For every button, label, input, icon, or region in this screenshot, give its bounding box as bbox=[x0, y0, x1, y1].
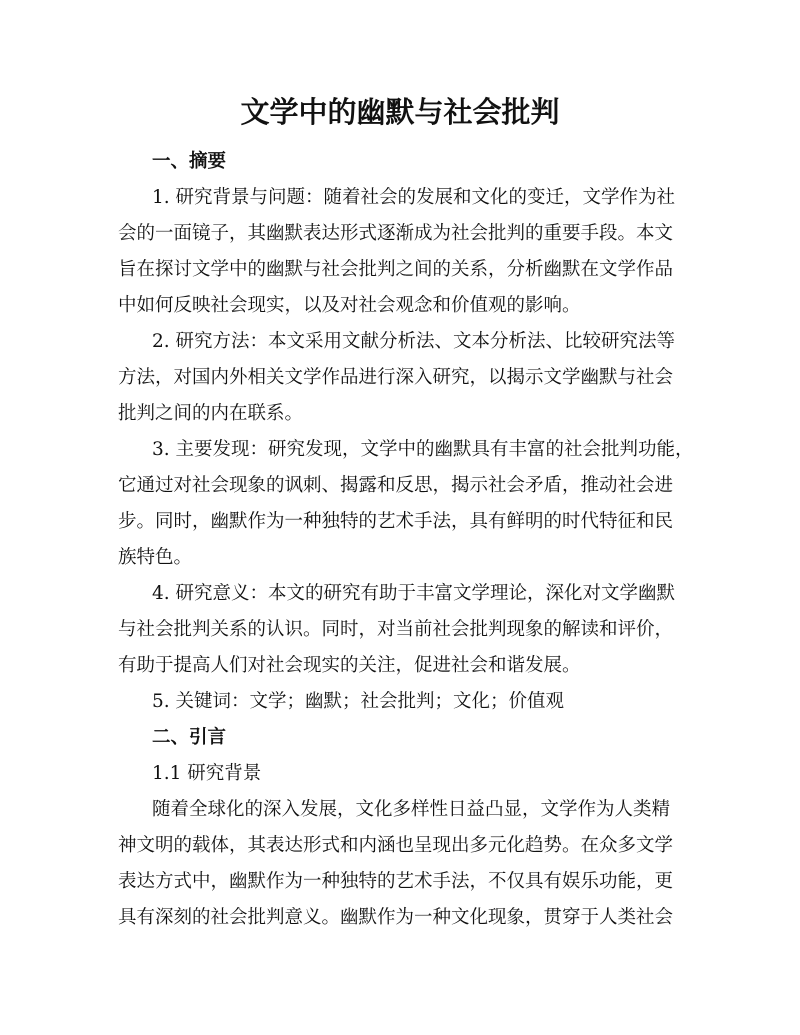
paragraph-line: 它通过对社会现象的讽刺、揭露和反思，揭示社会矛盾，推动社会进 bbox=[118, 475, 674, 496]
paragraph-line: 随着全球化的深入发展，文化多样性日益凸显，文学作为人类精 bbox=[152, 799, 671, 820]
paragraph-line: 2. 研究方法：本文采用文献分析法、文本分析法、比较研究法等 bbox=[152, 331, 676, 352]
paragraph-line: 4. 研究意义：本文的研究有助于丰富文学理论，深化对文学幽默 bbox=[152, 583, 676, 604]
paragraph-line: 旨在探讨文学中的幽默与社会批判之间的关系，分析幽默在文学作品 bbox=[118, 259, 674, 280]
paragraph-line: 与社会批判关系的认识。同时，对当前社会批判现象的解读和评价， bbox=[118, 619, 674, 640]
paragraph-line: 族特色。 bbox=[118, 547, 193, 568]
paragraph-line: 批判之间的内在联系。 bbox=[118, 403, 304, 424]
paragraph-line: 3. 主要发现：研究发现，文学中的幽默具有丰富的社会批判功能， bbox=[152, 439, 694, 460]
paragraph-line: 具有深刻的社会批判意义。幽默作为一种文化现象，贯穿于人类社会 bbox=[118, 907, 674, 928]
paragraph-line: 1. 研究背景与问题：随着社会的发展和文化的变迁，文学作为社 bbox=[152, 187, 676, 208]
paragraph-line: 会的一面镜子，其幽默表达形式逐渐成为社会批判的重要手段。本文 bbox=[118, 223, 674, 244]
paragraph-line: 中如何反映社会现实，以及对社会观念和价值观的影响。 bbox=[118, 295, 581, 316]
paragraph-line: 方法，对国内外相关文学作品进行深入研究，以揭示文学幽默与社会 bbox=[118, 367, 674, 388]
paragraph-line: 步。同时，幽默作为一种独特的艺术手法，具有鲜明的时代特征和民 bbox=[118, 511, 674, 532]
keywords-line: 5. 关键词：文学；幽默；社会批判；文化；价值观 bbox=[152, 691, 565, 712]
document-title: 文学中的幽默与社会批判 bbox=[240, 95, 560, 129]
subsection-heading: 1.1 研究背景 bbox=[152, 763, 262, 784]
paragraph-line: 有助于提高人们对社会现实的关注，促进社会和谐发展。 bbox=[118, 655, 581, 676]
paragraph-line: 神文明的载体，其表达形式和内涵也呈现出多元化趋势。在众多文学 bbox=[118, 835, 674, 856]
paragraph-line: 表达方式中，幽默作为一种独特的艺术手法，不仅具有娱乐功能，更 bbox=[118, 871, 674, 892]
section-heading-abstract: 一、摘要 bbox=[152, 151, 227, 172]
section-heading-introduction: 二、引言 bbox=[152, 727, 227, 748]
